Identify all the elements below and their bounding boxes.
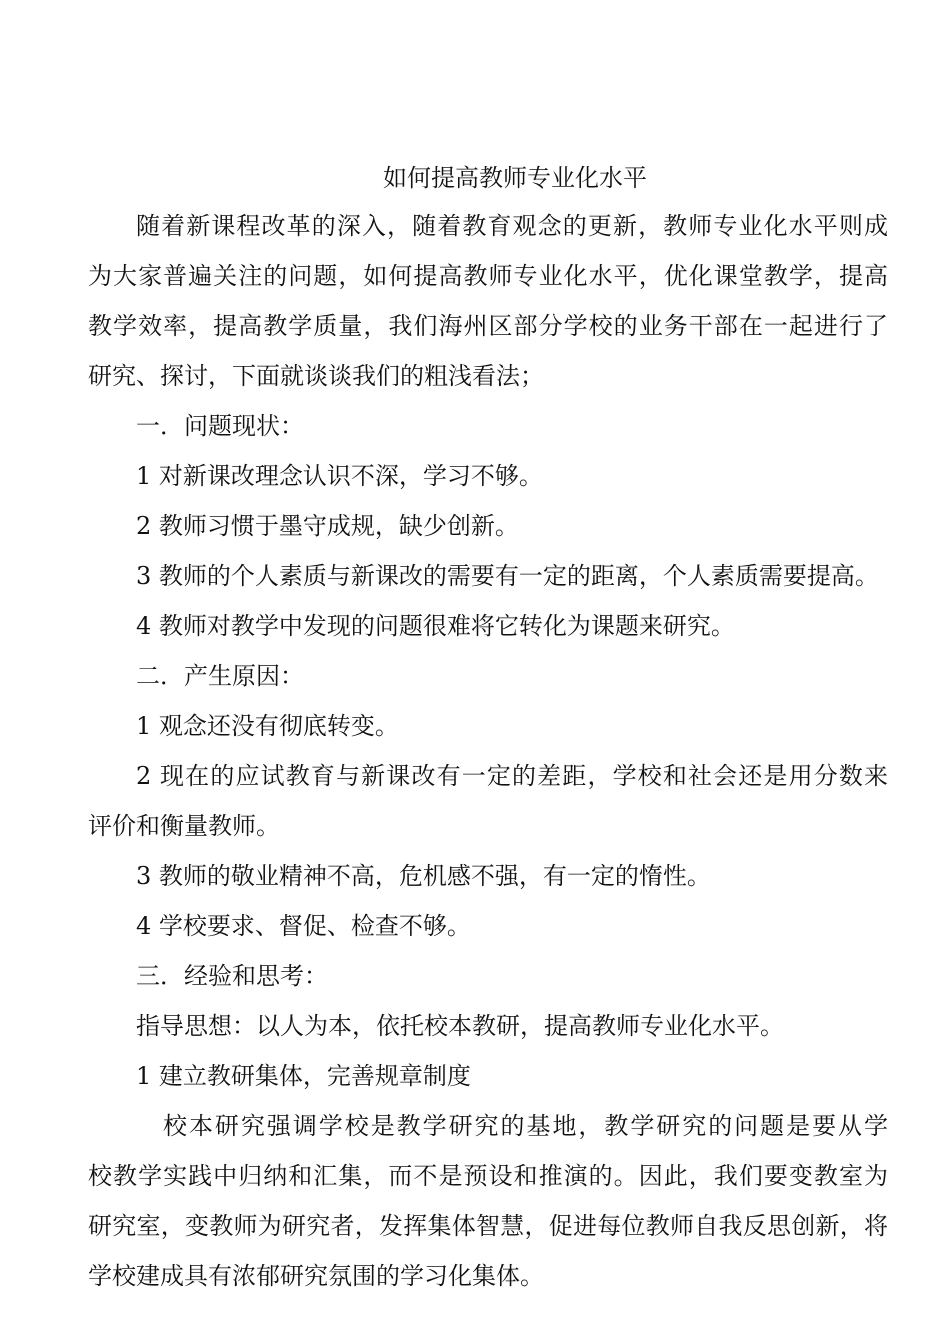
list-item: 3 教师的敬业精神不高，危机感不强，有一定的惰性。 [136, 862, 711, 890]
paragraph-line: 随着新课程改革的深入，随着教育观念的更新，教师专业化水平则成 [136, 212, 888, 240]
list-item: 4 教师对教学中发现的问题很难将它转化为课题来研究。 [136, 612, 735, 640]
list-item: 4 学校要求、督促、检查不够。 [136, 912, 471, 940]
list-item-continuation: 评价和衡量教师。 [88, 812, 280, 840]
paragraph-line: 研究室，变教师为研究者，发挥集体智慧，促进每位教师自我反思创新，将 [88, 1212, 888, 1240]
paragraph-line: 校本研究强调学校是教学研究的基地，教学研究的问题是要从学 [163, 1112, 888, 1140]
list-item: 1 对新课改理念认识不深，学习不够。 [136, 462, 543, 490]
section-heading: 二．产生原因： [136, 662, 304, 690]
paragraph-line: 教学效率，提高教学质量，我们海州区部分学校的业务干部在一起进行了 [88, 312, 888, 340]
paragraph-line: 学校建成具有浓郁研究氛围的学习化集体。 [88, 1262, 544, 1290]
document-title: 如何提高教师专业化水平 [383, 164, 647, 192]
list-item: 3 教师的个人素质与新课改的需要有一定的距离，个人素质需要提高。 [136, 562, 879, 590]
paragraph-line: 为大家普遍关注的问题，如何提高教师专业化水平，优化课堂教学，提高 [88, 262, 888, 290]
section-heading: 一．问题现状： [136, 412, 304, 440]
list-item: 2 现在的应试教育与新课改有一定的差距，学校和社会还是用分数来 [136, 762, 888, 790]
paragraph-line: 校教学实践中归纳和汇集，而不是预设和推演的。因此，我们要变教室为 [88, 1162, 888, 1190]
list-item: 1 观念还没有彻底转变。 [136, 712, 399, 740]
list-item: 2 教师习惯于墨守成规，缺少创新。 [136, 512, 519, 540]
guiding-idea: 指导思想：以人为本，依托校本教研，提高教师专业化水平。 [136, 1012, 784, 1040]
section-heading: 三．经验和思考： [136, 962, 328, 990]
paragraph-line: 研究、探讨，下面就谈谈我们的粗浅看法； [88, 362, 544, 390]
subheading: 1 建立教研集体，完善规章制度 [136, 1062, 471, 1090]
